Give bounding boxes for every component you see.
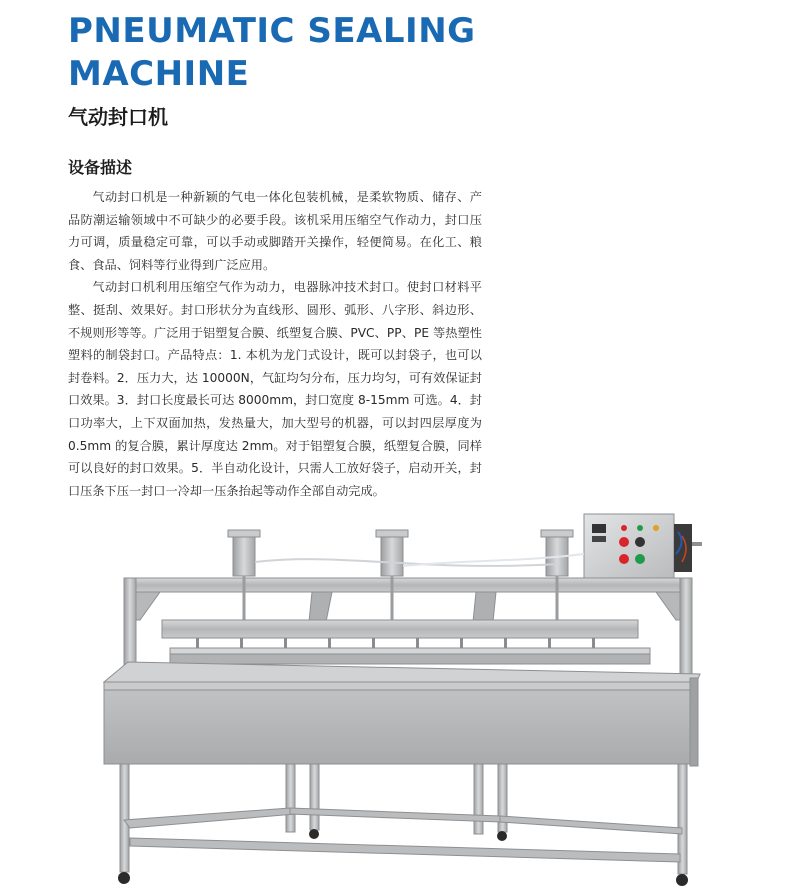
section-heading: 设备描述 (68, 158, 133, 177)
description-paragraph-2: 气动封口机利用压缩空气作为动力，电器脉冲技术封口。使封口材料平整、挺刮、效果好。封口形状分为直线形、圆形、弧形、八字形、斜边形、不规则形等等。广泛用于铝塑复合膜、纸塑复合膜、PVC、PP、PE 等热塑性塑料的制袋封口。产品特点：1. 本机为龙门式设计，既可以封袋子，也可以封卷料。2．压力大，达 10000N，气缸均匀分布，压力均匀，可有效保证封口效果。3．封口长度最长可达 8000mm，封口宽度 8-15mm 可选。4．封口功率大，上下双面加热，发热量大，加大型号的机器，可以封四层厚度为 0.5mm 的复合膜，累计厚度达 2mm。对于铝塑复合膜，纸塑复合膜，同样可以良好的封口效果。5．半自动化设计，只需人工放好袋子，启动开关，封口压条下压一封口一冷却一压条抬起等动作全部自动完成。 (68, 280, 482, 498)
stand (120, 764, 687, 874)
cylinders (228, 530, 584, 576)
description (68, 186, 482, 502)
machine-photo (100, 502, 720, 892)
description-paragraph-1: 气动封口机是一种新颖的气电一体化包装机械，是柔软物质、储存、产品防潮运输领域中不可缺少的必要手段。该机采用压缩空气作动力，封口压力可调，质量稳定可靠，可以手动或脚踏开关操作，轻便简易。在化工、粮食、食品、饲料等行业得到广泛应用。 (68, 190, 482, 272)
machine-body (104, 662, 700, 766)
control-box (584, 514, 702, 578)
sealing-bars (162, 620, 650, 664)
page-title: PNEUMATIC SEALING MACHINE (68, 11, 476, 94)
chinese-title: 气动封口机 (68, 105, 168, 129)
